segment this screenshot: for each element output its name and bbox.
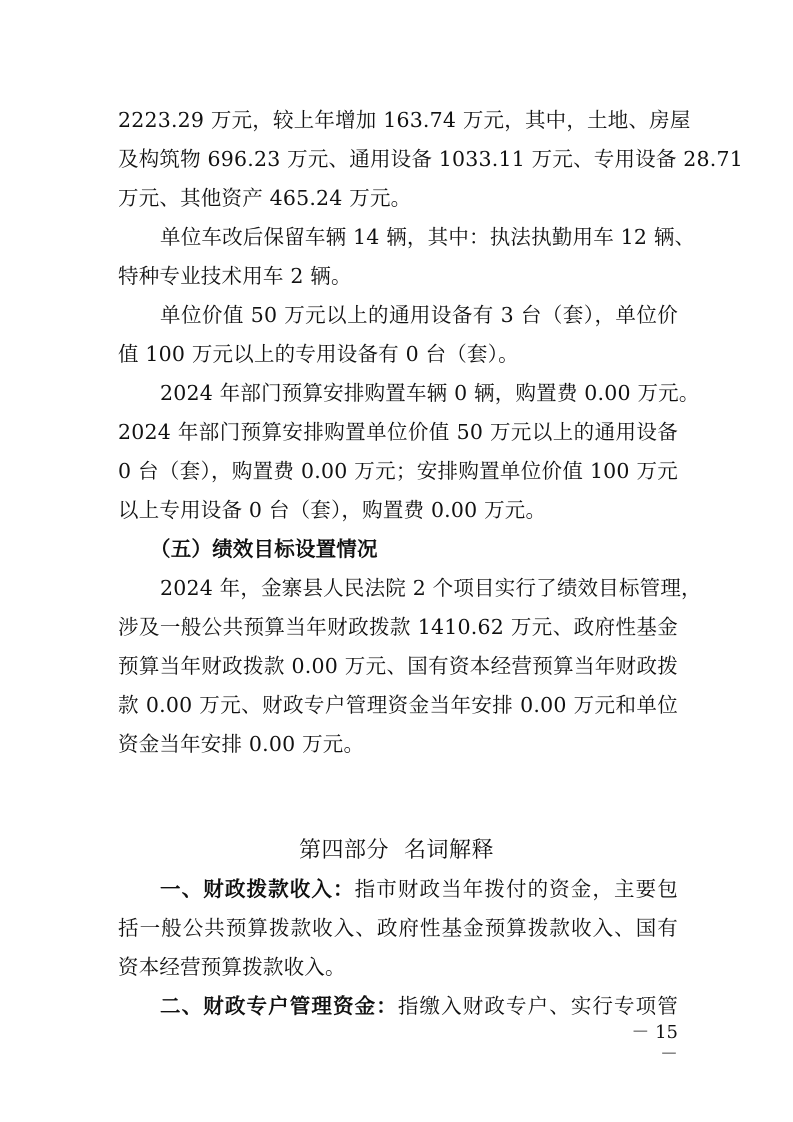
page-number: － 15 － [631,1022,678,1065]
paragraph-performance-line-1: 2024 年，金寨县人民法院 2 个项目实行了绩效目标管理， [160,576,702,600]
paragraph-vehicles-line-1: 单位车改后保留车辆 14 辆，其中：执法执勤用车 12 辆、 [160,225,696,249]
paragraph-assets-line-3: 万元、其他资产 465.24 万元。 [118,186,412,210]
paragraph-purchase-line-1: 2024 年部门预算安排购置车辆 0 辆，购置费 0.00 万元。 [160,381,700,405]
paragraph-performance-line-3: 预算当年财政拨款 0.00 万元、国有资本经营预算当年财政拨 [118,654,678,678]
term-special-account-line-1 [160,994,678,1018]
paragraph-purchase-line-3: 0 台（套），购置费 0.00 万元；安排购置单位价值 100 万元 [118,459,678,483]
term-financial-appropriation-text: 指市财政当年拨付的资金，主要包 [354,877,678,901]
paragraph-assets-line-2: 及构筑物 696.23 万元、通用设备 1033.11 万元、专用设备 28.71 [118,147,743,171]
paragraph-assets-line-1: 2223.29 万元，较上年增加 163.74 万元，其中，土地、房屋 [118,108,691,132]
term-financial-appropriation-label: 一、财政拨款收入： [160,877,355,901]
paragraph-performance-line-4: 款 0.00 万元、财政专户管理资金当年安排 0.00 万元和单位 [118,693,678,717]
paragraph-equipment-line-2: 值 100 万元以上的专用设备有 0 台（套）。 [118,342,519,366]
paragraph-vehicles-line-2: 特种专业技术用车 2 辆。 [118,264,352,288]
term-financial-appropriation-line-2: 括一般公共预算拨款收入、政府性基金预算拨款收入、国有 [118,916,678,940]
section-title: 第四部分 名词解释 [299,838,494,863]
paragraph-equipment-line-1: 单位价值 50 万元以上的通用设备有 3 台（套），单位价 [160,303,678,327]
term-financial-appropriation-line-1 [160,877,678,901]
paragraph-performance-line-5: 资金当年安排 0.00 万元。 [118,732,365,756]
sub-heading-performance-goals: （五）绩效目标设置情况 [150,537,378,561]
paragraph-performance-line-2: 涉及一般公共预算当年财政拨款 1410.62 万元、政府性基金 [118,615,678,639]
term-financial-appropriation-line-3: 资本经营预算拨款收入。 [118,955,346,979]
term-special-account-text: 指缴入财政专户、实行专项管 [397,994,678,1018]
paragraph-purchase-line-2: 2024 年部门预算安排购置单位价值 50 万元以上的通用设备 [118,420,678,444]
paragraph-purchase-line-4: 以上专用设备 0 台（套），购置费 0.00 万元。 [118,498,547,522]
term-special-account-label: 二、财政专户管理资金： [160,994,398,1018]
